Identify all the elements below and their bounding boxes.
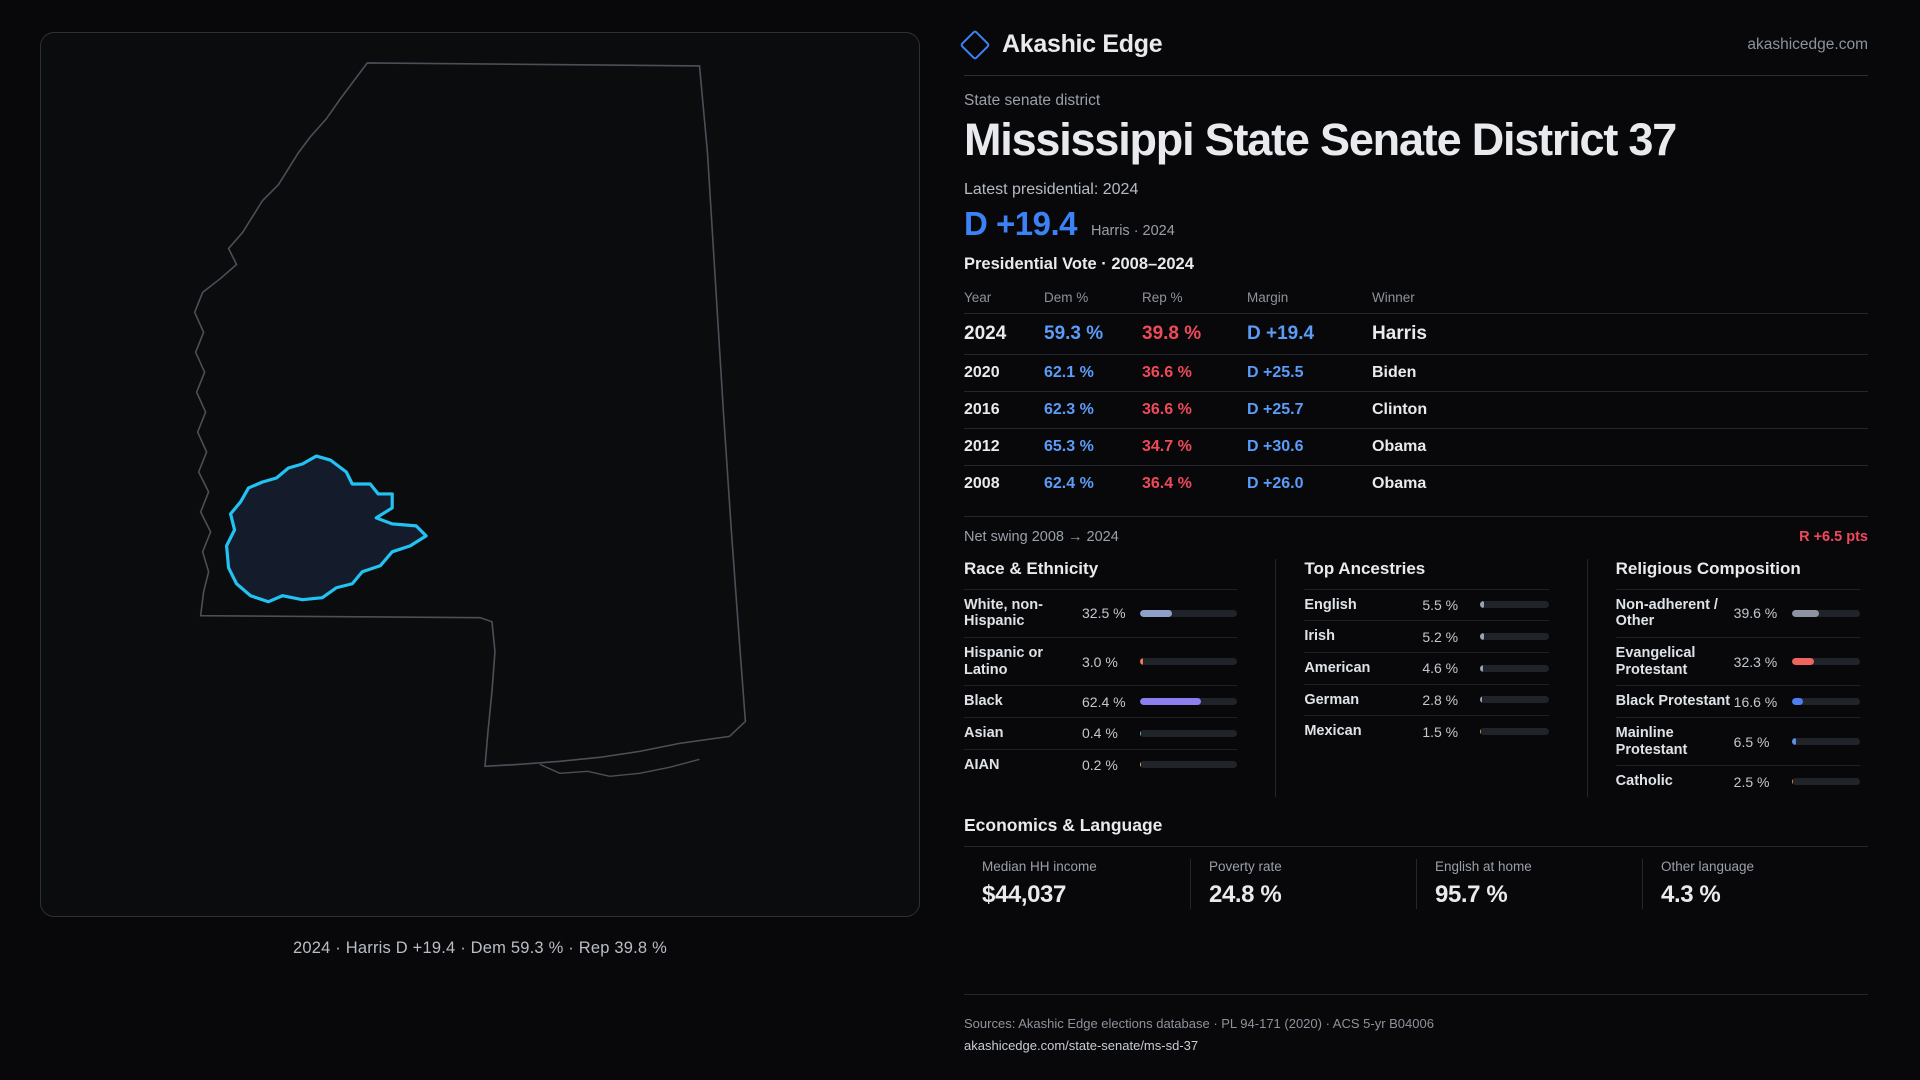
ancestry-row (1304, 589, 1548, 621)
econ-value: 24.8 % (1209, 880, 1282, 908)
race-bar-fill (1140, 730, 1141, 737)
race-bar (1140, 730, 1237, 737)
cell-rep: 34.7 % (1142, 428, 1247, 465)
religion-row (1616, 685, 1860, 717)
race-row (964, 637, 1237, 685)
page-title: Mississippi State Senate District 37 (964, 114, 1677, 165)
religion-bar (1792, 698, 1860, 705)
headline-margin-note: Harris · 2024 (1091, 222, 1175, 239)
race-label: Hispanic or Latino (964, 644, 1043, 678)
info-panel (940, 0, 1920, 1080)
cell-winner: Obama (1372, 428, 1868, 465)
cell-margin: D +25.7 (1247, 391, 1372, 428)
district-37-path (227, 456, 427, 602)
presidential-vote-table (964, 284, 1868, 502)
headline-margin-value: D +19.4 (964, 204, 1077, 242)
ancestry-row (1304, 620, 1548, 652)
religion-bar (1792, 610, 1860, 617)
race-bar (1140, 610, 1237, 617)
race-bar-fill (1140, 761, 1141, 768)
diamond-logo-icon (959, 29, 990, 60)
religion-bar-fill (1792, 610, 1819, 617)
col-margin: Margin (1247, 289, 1289, 305)
net-swing-value: R +6.5 pts (1799, 528, 1868, 545)
race-ethnicity-head: Race & Ethnicity (964, 558, 1099, 578)
cell-winner: Harris (1372, 313, 1868, 354)
ancestry-bar (1480, 665, 1548, 672)
religion-bar (1792, 658, 1860, 665)
ancestry-value: 2.8 % (1422, 691, 1459, 708)
religion-value: 16.6 % (1733, 693, 1778, 710)
ancestry-row (1304, 652, 1548, 684)
race-bar-fill (1140, 610, 1172, 617)
state-outline-path (195, 63, 746, 766)
net-swing-label: Net swing 2008 → 2024 (964, 528, 1119, 545)
cell-year: 2012 (964, 428, 1044, 465)
race-label: Asian (964, 724, 1004, 741)
district-type-label: State senate district (964, 92, 1101, 109)
cell-rep: 36.6 % (1142, 354, 1247, 391)
ancestry-label: German (1304, 691, 1360, 708)
map-caption: 2024 · Harris D +19.4 · Dem 59.3 % · Rep 39.8 % (293, 939, 667, 957)
cell-year: 2024 (964, 313, 1044, 354)
ancestry-value: 5.2 % (1422, 628, 1459, 645)
ancestry-bar (1480, 696, 1548, 703)
econ-cell (1416, 859, 1642, 909)
cell-dem: 65.3 % (1044, 428, 1142, 465)
race-value: 62.4 % (1082, 693, 1126, 710)
brand-site: akashicedge.com (1747, 35, 1868, 53)
religion-label: Non-adherent / Other (1615, 596, 1718, 630)
sources-block (964, 994, 1868, 1080)
col-year: Year (964, 289, 992, 305)
cell-year: 2008 (964, 465, 1044, 502)
religious-composition-column (1587, 559, 1868, 797)
econ-value: 95.7 % (1435, 880, 1508, 908)
religion-label: Mainline Protestant (1615, 724, 1688, 758)
headline-margin (964, 205, 1868, 243)
race-row (964, 749, 1237, 781)
race-row (964, 589, 1237, 637)
religion-label: Catholic (1615, 773, 1673, 790)
religion-bar (1792, 778, 1860, 785)
col-winner: Winner (1372, 289, 1415, 305)
religion-bar-fill (1792, 738, 1796, 745)
ancestry-label: American (1304, 659, 1371, 676)
cell-dem: 62.4 % (1044, 465, 1142, 502)
econ-label: English at home (1435, 858, 1532, 874)
cell-margin: D +30.6 (1247, 428, 1372, 465)
ancestry-bar-fill (1480, 696, 1482, 703)
econ-cell (964, 859, 1190, 909)
ancestry-bar-fill (1480, 601, 1484, 608)
ancestry-bar (1480, 728, 1548, 735)
top-ancestries-head: Top Ancestries (1304, 558, 1426, 578)
religion-value: 39.6 % (1733, 605, 1778, 622)
religion-bar-fill (1792, 658, 1814, 665)
race-label: White, non-Hispanic (964, 596, 1043, 630)
ancestry-label: English (1304, 596, 1357, 613)
race-bar (1140, 698, 1237, 705)
cell-dem: 59.3 % (1044, 313, 1142, 354)
cell-year: 2016 (964, 391, 1044, 428)
ancestry-row (1304, 715, 1548, 747)
ancestry-bar-fill (1480, 633, 1484, 640)
cell-year: 2020 (964, 354, 1044, 391)
religion-bar (1792, 738, 1860, 745)
economics-language-title: Economics & Language (964, 814, 1163, 835)
econ-value: $44,037 (982, 880, 1066, 908)
coast-detail-path (540, 759, 700, 776)
race-value: 32.5 % (1082, 605, 1126, 622)
ancestry-value: 4.6 % (1422, 660, 1459, 677)
presidential-vote-title: Presidential Vote · 2008–2024 (964, 254, 1194, 273)
ancestry-label: Irish (1304, 628, 1335, 645)
ancestry-row (1304, 684, 1548, 716)
econ-label: Median HH income (982, 858, 1097, 874)
ancestry-value: 1.5 % (1422, 723, 1459, 740)
race-ethnicity-column (964, 559, 1245, 797)
race-label: AIAN (964, 756, 1000, 773)
cell-margin: D +26.0 (1247, 465, 1372, 502)
top-ancestries-column (1275, 559, 1556, 797)
ancestry-bar (1480, 601, 1548, 608)
sources-line: Sources: Akashic Edge elections database · PL 94-171 (2020) · ACS 5-yr B04006 (964, 1016, 1434, 1032)
ancestry-value: 5.5 % (1422, 596, 1459, 613)
map-panel (0, 0, 940, 1080)
econ-label: Other language (1661, 858, 1755, 874)
religion-row (1616, 589, 1860, 637)
cell-winner: Biden (1372, 354, 1868, 391)
cell-rep: 36.6 % (1142, 391, 1247, 428)
race-bar (1140, 761, 1237, 768)
economics-grid (964, 846, 1868, 909)
cell-margin: D +19.4 (1247, 313, 1372, 354)
table-row (964, 391, 1868, 428)
religion-row (1616, 637, 1860, 685)
religion-row (1616, 765, 1860, 797)
race-bar-fill (1140, 658, 1143, 665)
religion-bar-fill (1792, 778, 1794, 785)
race-label: Black (964, 693, 1003, 710)
table-row (964, 428, 1868, 465)
religion-bar-fill (1792, 698, 1803, 705)
brand-row (964, 30, 1868, 76)
religion-label: Evangelical Protestant (1615, 644, 1696, 678)
cell-dem: 62.3 % (1044, 391, 1142, 428)
race-row (964, 717, 1237, 749)
cell-rep: 36.4 % (1142, 465, 1247, 502)
race-value: 0.2 % (1082, 756, 1118, 773)
race-value: 0.4 % (1082, 725, 1118, 742)
race-bar (1140, 658, 1237, 665)
ancestry-bar-fill (1480, 665, 1483, 672)
cell-winner: Obama (1372, 465, 1868, 502)
religion-row (1616, 717, 1860, 765)
net-swing-row (964, 516, 1868, 545)
race-value: 3.0 % (1082, 653, 1118, 670)
ancestry-bar (1480, 633, 1548, 640)
col-dem: Dem % (1044, 289, 1089, 305)
table-row (964, 313, 1868, 354)
cell-winner: Clinton (1372, 391, 1868, 428)
econ-value: 4.3 % (1661, 880, 1721, 908)
ancestry-bar-fill (1480, 728, 1481, 735)
religion-label: Black Protestant (1615, 693, 1731, 710)
religious-composition-head: Religious Composition (1615, 558, 1801, 578)
demographics-grid (964, 559, 1868, 797)
religion-value: 2.5 % (1733, 773, 1770, 790)
econ-cell (1190, 859, 1416, 909)
race-row (964, 685, 1237, 717)
latest-presidential-label: Latest presidential: 2024 (964, 180, 1139, 198)
cell-dem: 62.1 % (1044, 354, 1142, 391)
religion-value: 32.3 % (1733, 653, 1778, 670)
map-svg (41, 33, 919, 916)
ancestry-label: Mexican (1304, 723, 1362, 740)
table-row (964, 354, 1868, 391)
source-url[interactable]: akashicedge.com/state-senate/ms-sd-37 (964, 1037, 1199, 1053)
district-map[interactable] (40, 32, 920, 917)
cell-margin: D +25.5 (1247, 354, 1372, 391)
econ-label: Poverty rate (1209, 858, 1282, 874)
col-rep: Rep % (1142, 289, 1183, 305)
race-bar-fill (1140, 698, 1201, 705)
table-row (964, 465, 1868, 502)
table-header-row (964, 284, 1868, 314)
cell-rep: 39.8 % (1142, 313, 1247, 354)
econ-cell (1642, 859, 1868, 909)
brand-name: Akashic Edge (1002, 30, 1163, 58)
religion-value: 6.5 % (1733, 733, 1770, 750)
